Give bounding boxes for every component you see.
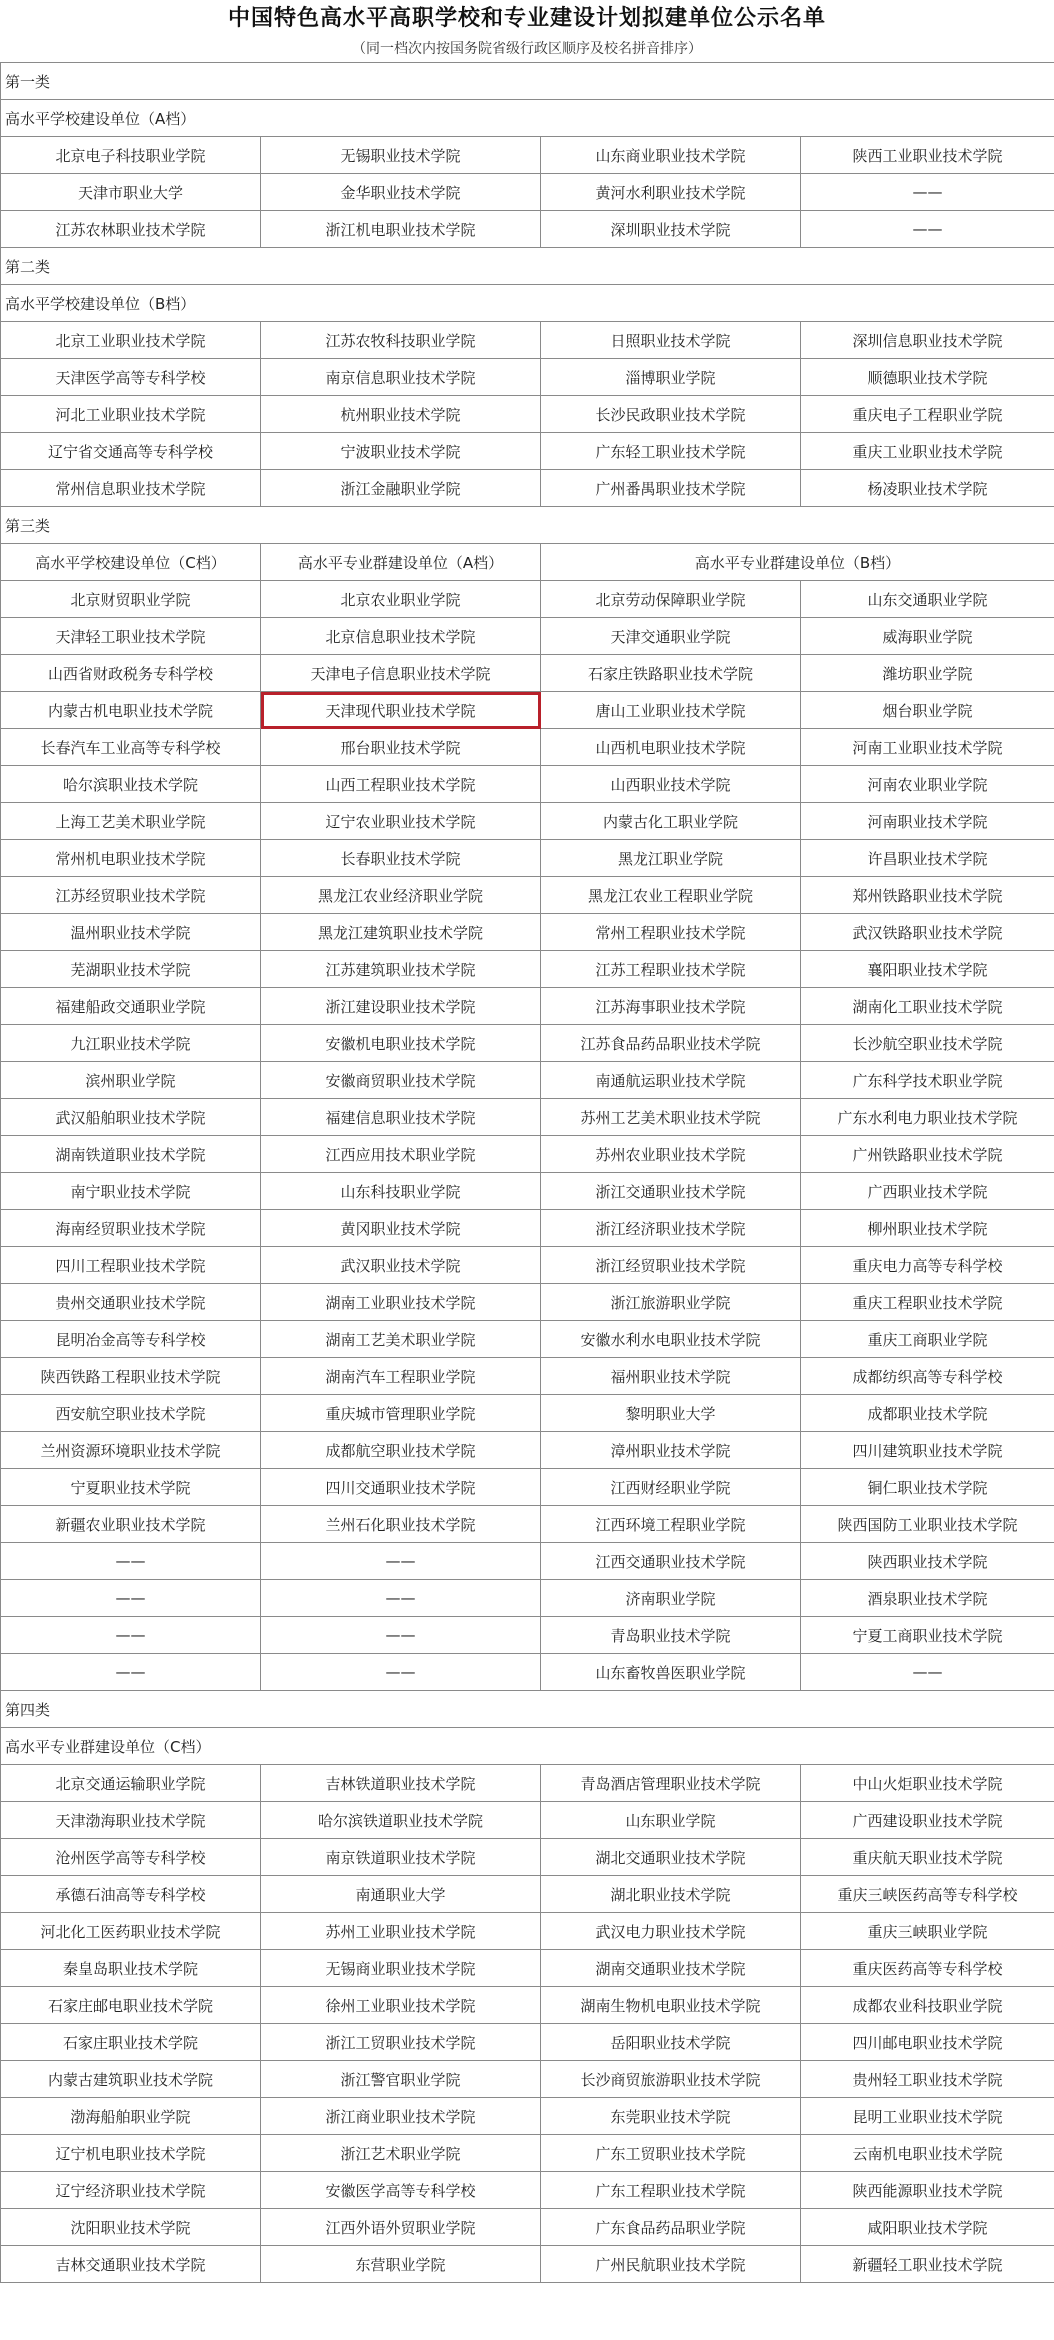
school-cell: 沈阳职业技术学院 — [1, 2209, 261, 2246]
school-cell: 广东食品药品职业学院 — [541, 2209, 801, 2246]
school-cell: 长沙民政职业技术学院 — [541, 396, 801, 433]
school-cell: 邢台职业技术学院 — [261, 729, 541, 766]
school-cell: 浙江金融职业学院 — [261, 470, 541, 507]
school-cell: 北京工业职业技术学院 — [1, 322, 261, 359]
school-cell: 江苏工程职业技术学院 — [541, 951, 801, 988]
school-cell: 秦皇岛职业技术学院 — [1, 1950, 261, 1987]
table-row — [1, 692, 1054, 729]
school-cell: 漳州职业技术学院 — [541, 1432, 801, 1469]
school-cell: 内蒙古化工职业学院 — [541, 803, 801, 840]
school-cell: 苏州农业职业技术学院 — [541, 1136, 801, 1173]
school-cell: 辽宁经济职业技术学院 — [1, 2172, 261, 2209]
school-list-table — [0, 62, 1054, 2283]
school-cell: 江苏农林职业技术学院 — [1, 211, 261, 248]
table-row — [1, 1913, 1054, 1950]
school-cell: 重庆电力高等专科学校 — [801, 1247, 1054, 1284]
section-label-row — [1, 1691, 1054, 1728]
school-cell: 黑龙江建筑职业技术学院 — [261, 914, 541, 951]
school-cell: 湖南交通职业技术学院 — [541, 1950, 801, 1987]
school-cell: 济南职业学院 — [541, 1580, 801, 1617]
school-cell: 浙江建设职业技术学院 — [261, 988, 541, 1025]
table-row — [1, 2172, 1054, 2209]
table-row — [1, 729, 1054, 766]
school-cell: 吉林交通职业技术学院 — [1, 2246, 261, 2283]
school-cell: —— — [1, 1580, 261, 1617]
school-cell: 酒泉职业技术学院 — [801, 1580, 1054, 1617]
table-row — [1, 1321, 1054, 1358]
school-cell: 重庆医药高等专科学校 — [801, 1950, 1054, 1987]
school-cell: 河北工业职业技术学院 — [1, 396, 261, 433]
school-cell: 武汉船舶职业技术学院 — [1, 1099, 261, 1136]
school-cell: 重庆三峡医药高等专科学校 — [801, 1876, 1054, 1913]
school-cell: 广东水利电力职业技术学院 — [801, 1099, 1054, 1136]
school-cell: 山西职业技术学院 — [541, 766, 801, 803]
school-cell: 宁夏工商职业技术学院 — [801, 1617, 1054, 1654]
school-cell: 杨凌职业技术学院 — [801, 470, 1054, 507]
school-cell: 陕西铁路工程职业技术学院 — [1, 1358, 261, 1395]
table-row — [1, 137, 1054, 174]
school-cell: 陕西国防工业职业技术学院 — [801, 1506, 1054, 1543]
school-cell: 湖南工业职业技术学院 — [261, 1284, 541, 1321]
table-row — [1, 1617, 1054, 1654]
school-cell: —— — [1, 1617, 261, 1654]
table-row — [1, 396, 1054, 433]
school-cell: 江苏食品药品职业技术学院 — [541, 1025, 801, 1062]
column-header: 高水平专业群建设单位（B档） — [541, 544, 1054, 581]
school-cell: 哈尔滨铁道职业技术学院 — [261, 1802, 541, 1839]
school-cell: 苏州工业职业技术学院 — [261, 1913, 541, 1950]
school-cell: 杭州职业技术学院 — [261, 396, 541, 433]
table-row — [1, 618, 1054, 655]
school-cell: 安徽医学高等专科学校 — [261, 2172, 541, 2209]
school-cell: —— — [261, 1617, 541, 1654]
school-cell: 江西应用技术职业学院 — [261, 1136, 541, 1173]
school-cell: 上海工艺美术职业学院 — [1, 803, 261, 840]
school-cell: 东营职业学院 — [261, 2246, 541, 2283]
highlighted-school-cell: 天津现代职业技术学院 — [261, 692, 541, 729]
school-cell: 辽宁机电职业技术学院 — [1, 2135, 261, 2172]
school-cell: 广西职业技术学院 — [801, 1173, 1054, 1210]
table-row — [1, 1580, 1054, 1617]
column-header-row — [1, 544, 1054, 581]
table-row — [1, 988, 1054, 1025]
table-row — [1, 1506, 1054, 1543]
school-cell: 兰州石化职业技术学院 — [261, 1506, 541, 1543]
school-cell: 黄冈职业技术学院 — [261, 1210, 541, 1247]
school-cell: 四川建筑职业技术学院 — [801, 1432, 1054, 1469]
school-cell: 浙江艺术职业学院 — [261, 2135, 541, 2172]
school-cell: 贵州交通职业技术学院 — [1, 1284, 261, 1321]
school-cell: 辽宁省交通高等专科学校 — [1, 433, 261, 470]
school-cell: 承德石油高等专科学校 — [1, 1876, 261, 1913]
school-cell: 内蒙古机电职业技术学院 — [1, 692, 261, 729]
school-cell: 淄博职业学院 — [541, 359, 801, 396]
table-row — [1, 655, 1054, 692]
school-cell: 浙江工贸职业技术学院 — [261, 2024, 541, 2061]
school-cell: 郑州铁路职业技术学院 — [801, 877, 1054, 914]
section-subheader: 高水平学校建设单位（B档） — [1, 285, 1054, 322]
table-row — [1, 322, 1054, 359]
table-row — [1, 581, 1054, 618]
school-cell: 天津轻工职业技术学院 — [1, 618, 261, 655]
table-row — [1, 2061, 1054, 2098]
table-row — [1, 1432, 1054, 1469]
school-cell: 河南农业职业学院 — [801, 766, 1054, 803]
school-cell: 滨州职业学院 — [1, 1062, 261, 1099]
table-row — [1, 1876, 1054, 1913]
school-cell: 金华职业技术学院 — [261, 174, 541, 211]
school-cell: 湖南化工职业技术学院 — [801, 988, 1054, 1025]
school-cell: 长沙航空职业技术学院 — [801, 1025, 1054, 1062]
school-cell: 东莞职业技术学院 — [541, 2098, 801, 2135]
table-row — [1, 877, 1054, 914]
school-cell: 陕西能源职业技术学院 — [801, 2172, 1054, 2209]
school-cell: 江西外语外贸职业学院 — [261, 2209, 541, 2246]
school-cell: 岳阳职业技术学院 — [541, 2024, 801, 2061]
school-cell: 成都航空职业技术学院 — [261, 1432, 541, 1469]
table-row — [1, 1950, 1054, 1987]
school-cell: 黎明职业大学 — [541, 1395, 801, 1432]
school-cell: 南宁职业技术学院 — [1, 1173, 261, 1210]
school-cell: 渤海船舶职业学院 — [1, 2098, 261, 2135]
school-cell: —— — [261, 1654, 541, 1691]
table-row — [1, 2135, 1054, 2172]
school-cell: 山西省财政税务专科学校 — [1, 655, 261, 692]
school-cell: 湖南工艺美术职业学院 — [261, 1321, 541, 1358]
school-cell: 广东工程职业技术学院 — [541, 2172, 801, 2209]
school-cell: 浙江交通职业技术学院 — [541, 1173, 801, 1210]
school-cell: 河南职业技术学院 — [801, 803, 1054, 840]
table-row — [1, 1099, 1054, 1136]
table-row — [1, 1025, 1054, 1062]
school-cell: 安徽机电职业技术学院 — [261, 1025, 541, 1062]
table-row — [1, 951, 1054, 988]
school-cell: 成都纺织高等专科学校 — [801, 1358, 1054, 1395]
table-row — [1, 470, 1054, 507]
table-row — [1, 766, 1054, 803]
school-cell: 温州职业技术学院 — [1, 914, 261, 951]
school-cell: 海南经贸职业技术学院 — [1, 1210, 261, 1247]
school-cell: 广东工贸职业技术学院 — [541, 2135, 801, 2172]
school-cell: 重庆城市管理职业学院 — [261, 1395, 541, 1432]
school-cell: 陕西职业技术学院 — [801, 1543, 1054, 1580]
school-cell: 浙江经济职业技术学院 — [541, 1210, 801, 1247]
table-row — [1, 174, 1054, 211]
school-cell: 长春汽车工业高等专科学校 — [1, 729, 261, 766]
school-cell: 无锡职业技术学院 — [261, 137, 541, 174]
school-cell: 江苏建筑职业技术学院 — [261, 951, 541, 988]
school-cell: —— — [261, 1543, 541, 1580]
table-row — [1, 1839, 1054, 1876]
school-cell: 山东职业学院 — [541, 1802, 801, 1839]
school-cell: 沧州医学高等专科学校 — [1, 1839, 261, 1876]
school-cell: 重庆电子工程职业学院 — [801, 396, 1054, 433]
school-cell: 新疆轻工职业技术学院 — [801, 2246, 1054, 2283]
school-cell: 江西环境工程职业学院 — [541, 1506, 801, 1543]
school-cell: 襄阳职业技术学院 — [801, 951, 1054, 988]
school-cell: 南京铁道职业技术学院 — [261, 1839, 541, 1876]
school-cell: 南通职业大学 — [261, 1876, 541, 1913]
school-cell: 天津电子信息职业技术学院 — [261, 655, 541, 692]
school-cell: 兰州资源环境职业技术学院 — [1, 1432, 261, 1469]
school-cell: 南京信息职业技术学院 — [261, 359, 541, 396]
school-cell: 昆明工业职业技术学院 — [801, 2098, 1054, 2135]
school-cell: 福建信息职业技术学院 — [261, 1099, 541, 1136]
school-cell: 日照职业技术学院 — [541, 322, 801, 359]
school-cell: 宁夏职业技术学院 — [1, 1469, 261, 1506]
table-row — [1, 433, 1054, 470]
school-cell: 成都职业技术学院 — [801, 1395, 1054, 1432]
school-cell: 常州信息职业技术学院 — [1, 470, 261, 507]
section-subheader: 高水平专业群建设单位（C档） — [1, 1728, 1054, 1765]
section-subheader-row — [1, 100, 1054, 137]
school-cell: 北京电子科技职业学院 — [1, 137, 261, 174]
school-cell: 云南机电职业技术学院 — [801, 2135, 1054, 2172]
school-cell: 常州机电职业技术学院 — [1, 840, 261, 877]
school-cell: 江西财经职业学院 — [541, 1469, 801, 1506]
section-subheader: 高水平学校建设单位（A档） — [1, 100, 1054, 137]
school-cell: 天津交通职业学院 — [541, 618, 801, 655]
table-row — [1, 1765, 1054, 1802]
school-cell: —— — [1, 1543, 261, 1580]
school-cell: 广东科学技术职业学院 — [801, 1062, 1054, 1099]
table-row — [1, 1543, 1054, 1580]
school-cell: 武汉铁路职业技术学院 — [801, 914, 1054, 951]
table-row — [1, 1802, 1054, 1839]
school-cell: 重庆工商职业学院 — [801, 1321, 1054, 1358]
school-cell: 湖北交通职业技术学院 — [541, 1839, 801, 1876]
school-cell: 烟台职业学院 — [801, 692, 1054, 729]
school-cell: 黄河水利职业技术学院 — [541, 174, 801, 211]
column-header: 高水平专业群建设单位（A档） — [261, 544, 541, 581]
school-cell: 广州民航职业技术学院 — [541, 2246, 801, 2283]
school-cell: 徐州工业职业技术学院 — [261, 1987, 541, 2024]
table-row — [1, 1358, 1054, 1395]
school-cell: 福州职业技术学院 — [541, 1358, 801, 1395]
school-cell: —— — [801, 174, 1054, 211]
school-cell: 唐山工业职业技术学院 — [541, 692, 801, 729]
school-cell: 成都农业科技职业学院 — [801, 1987, 1054, 2024]
school-cell: 河北化工医药职业技术学院 — [1, 1913, 261, 1950]
table-row — [1, 1062, 1054, 1099]
school-cell: 广西建设职业技术学院 — [801, 1802, 1054, 1839]
school-cell: 重庆工业职业技术学院 — [801, 433, 1054, 470]
table-row — [1, 914, 1054, 951]
school-cell: 黑龙江职业学院 — [541, 840, 801, 877]
table-row — [1, 2246, 1054, 2283]
school-cell: 常州工程职业技术学院 — [541, 914, 801, 951]
school-cell: 山东科技职业学院 — [261, 1173, 541, 1210]
school-cell: 天津医学高等专科学校 — [1, 359, 261, 396]
school-cell: 深圳职业技术学院 — [541, 211, 801, 248]
school-cell: 中山火炬职业技术学院 — [801, 1765, 1054, 1802]
school-cell: 安徽水利水电职业技术学院 — [541, 1321, 801, 1358]
school-cell: 石家庄邮电职业技术学院 — [1, 1987, 261, 2024]
school-cell: 山西机电职业技术学院 — [541, 729, 801, 766]
section-label: 第一类 — [1, 63, 1054, 100]
school-cell: 北京劳动保障职业学院 — [541, 581, 801, 618]
school-cell: 河南工业职业技术学院 — [801, 729, 1054, 766]
page-title: 中国特色高水平高职学校和专业建设计划拟建单位公示名单 — [227, 5, 826, 31]
section-label: 第三类 — [1, 507, 1054, 544]
school-cell: 江西交通职业技术学院 — [541, 1543, 801, 1580]
school-cell: 青岛职业技术学院 — [541, 1617, 801, 1654]
page-subtitle: （同一档次内按国务院省级行政区顺序及校名拼音排序） — [352, 41, 702, 57]
school-cell: 北京信息职业技术学院 — [261, 618, 541, 655]
school-cell: 无锡商业职业技术学院 — [261, 1950, 541, 1987]
school-cell: 吉林铁道职业技术学院 — [261, 1765, 541, 1802]
school-cell: 辽宁农业职业技术学院 — [261, 803, 541, 840]
table-row — [1, 211, 1054, 248]
school-cell: 湖北职业技术学院 — [541, 1876, 801, 1913]
school-cell: 浙江警官职业学院 — [261, 2061, 541, 2098]
section-subheader-row — [1, 1728, 1054, 1765]
school-cell: 广东轻工职业技术学院 — [541, 433, 801, 470]
school-cell: 铜仁职业技术学院 — [801, 1469, 1054, 1506]
school-cell: 天津市职业大学 — [1, 174, 261, 211]
table-row — [1, 1654, 1054, 1691]
school-cell: 北京农业职业学院 — [261, 581, 541, 618]
school-cell: 湖南汽车工程职业学院 — [261, 1358, 541, 1395]
school-cell: 内蒙古建筑职业技术学院 — [1, 2061, 261, 2098]
school-cell: 新疆农业职业技术学院 — [1, 1506, 261, 1543]
school-cell: 石家庄铁路职业技术学院 — [541, 655, 801, 692]
school-cell: 浙江旅游职业学院 — [541, 1284, 801, 1321]
school-cell: 深圳信息职业技术学院 — [801, 322, 1054, 359]
school-cell: 四川交通职业技术学院 — [261, 1469, 541, 1506]
school-cell: 重庆三峡职业学院 — [801, 1913, 1054, 1950]
school-cell: 苏州工艺美术职业技术学院 — [541, 1099, 801, 1136]
column-header: 高水平学校建设单位（C档） — [1, 544, 261, 581]
school-cell: —— — [801, 211, 1054, 248]
school-cell: 石家庄职业技术学院 — [1, 2024, 261, 2061]
section-label: 第四类 — [1, 1691, 1054, 1728]
school-cell: 武汉电力职业技术学院 — [541, 1913, 801, 1950]
school-cell: 浙江经贸职业技术学院 — [541, 1247, 801, 1284]
school-cell: 宁波职业技术学院 — [261, 433, 541, 470]
school-cell: 哈尔滨职业技术学院 — [1, 766, 261, 803]
school-cell: 四川工程职业技术学院 — [1, 1247, 261, 1284]
school-cell: 长春职业技术学院 — [261, 840, 541, 877]
school-cell: 九江职业技术学院 — [1, 1025, 261, 1062]
school-cell: 长沙商贸旅游职业技术学院 — [541, 2061, 801, 2098]
school-cell: 柳州职业技术学院 — [801, 1210, 1054, 1247]
table-row — [1, 2098, 1054, 2135]
school-cell: 重庆工程职业技术学院 — [801, 1284, 1054, 1321]
table-row — [1, 1136, 1054, 1173]
table-row — [1, 2024, 1054, 2061]
school-cell: 昆明冶金高等专科学校 — [1, 1321, 261, 1358]
school-cell: 安徽商贸职业技术学院 — [261, 1062, 541, 1099]
school-cell: 贵州轻工职业技术学院 — [801, 2061, 1054, 2098]
table-row — [1, 840, 1054, 877]
table-row — [1, 1395, 1054, 1432]
school-cell: 福建船政交通职业学院 — [1, 988, 261, 1025]
school-cell: 山东畜牧兽医职业学院 — [541, 1654, 801, 1691]
table-row — [1, 1173, 1054, 1210]
section-label-row — [1, 63, 1054, 100]
school-cell: —— — [801, 1654, 1054, 1691]
table-row — [1, 1469, 1054, 1506]
table-row — [1, 1284, 1054, 1321]
school-cell: 湖南生物机电职业技术学院 — [541, 1987, 801, 2024]
school-cell: 江苏农牧科技职业学院 — [261, 322, 541, 359]
school-cell: 山东交通职业学院 — [801, 581, 1054, 618]
section-label-row — [1, 248, 1054, 285]
school-cell: 浙江商业职业技术学院 — [261, 2098, 541, 2135]
table-row — [1, 1987, 1054, 2024]
school-cell: —— — [261, 1580, 541, 1617]
table-row — [1, 1210, 1054, 1247]
school-cell: 广州番禺职业技术学院 — [541, 470, 801, 507]
school-cell: 顺德职业技术学院 — [801, 359, 1054, 396]
school-cell: 武汉职业技术学院 — [261, 1247, 541, 1284]
school-cell: 黑龙江农业经济职业学院 — [261, 877, 541, 914]
school-cell: 天津渤海职业技术学院 — [1, 1802, 261, 1839]
table-row — [1, 1247, 1054, 1284]
school-cell: 芜湖职业技术学院 — [1, 951, 261, 988]
school-cell: 许昌职业技术学院 — [801, 840, 1054, 877]
school-cell: 青岛酒店管理职业技术学院 — [541, 1765, 801, 1802]
school-cell: 江苏海事职业技术学院 — [541, 988, 801, 1025]
school-cell: 广州铁路职业技术学院 — [801, 1136, 1054, 1173]
school-cell: 湖南铁道职业技术学院 — [1, 1136, 261, 1173]
table-row — [1, 2209, 1054, 2246]
school-cell: 潍坊职业学院 — [801, 655, 1054, 692]
school-cell: 四川邮电职业技术学院 — [801, 2024, 1054, 2061]
school-cell: —— — [1, 1654, 261, 1691]
school-cell: 北京交通运输职业学院 — [1, 1765, 261, 1802]
school-cell: 山西工程职业技术学院 — [261, 766, 541, 803]
section-label-row — [1, 507, 1054, 544]
school-cell: 咸阳职业技术学院 — [801, 2209, 1054, 2246]
school-cell: 黑龙江农业工程职业学院 — [541, 877, 801, 914]
school-cell: 江苏经贸职业技术学院 — [1, 877, 261, 914]
school-cell: 西安航空职业技术学院 — [1, 1395, 261, 1432]
school-cell: 重庆航天职业技术学院 — [801, 1839, 1054, 1876]
section-subheader-row — [1, 285, 1054, 322]
school-cell: 南通航运职业技术学院 — [541, 1062, 801, 1099]
school-cell: 威海职业学院 — [801, 618, 1054, 655]
section-label: 第二类 — [1, 248, 1054, 285]
school-cell: 浙江机电职业技术学院 — [261, 211, 541, 248]
table-row — [1, 359, 1054, 396]
table-row — [1, 803, 1054, 840]
school-cell: 陕西工业职业技术学院 — [801, 137, 1054, 174]
school-cell: 山东商业职业技术学院 — [541, 137, 801, 174]
school-cell: 北京财贸职业学院 — [1, 581, 261, 618]
